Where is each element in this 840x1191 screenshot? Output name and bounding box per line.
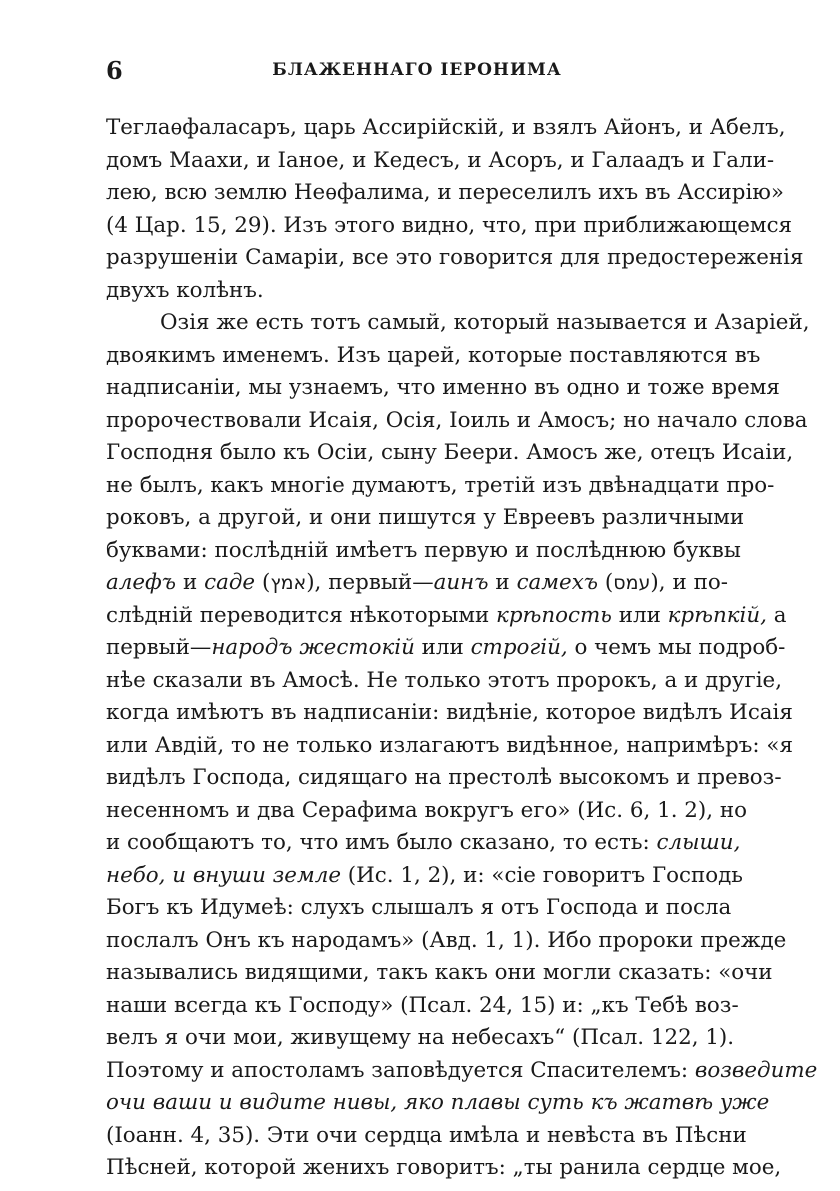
- italic-quote: небо, и внуши земле: [106, 862, 341, 888]
- text-line: (Іоанн. 4, 35). Эти очи сердца имѣла и невѣста въ Пѣсни: [106, 1122, 747, 1148]
- text-line: несенномъ и два Серафима вокругъ его» (Ис. 6, 1. 2), но: [106, 797, 747, 823]
- text-line: лею, всю землю Неѳфалима, и переселилъ ихъ въ Ассирію»: [106, 180, 784, 205]
- italic-quote: слыши,: [656, 830, 741, 855]
- text-line: назывались видящими, такъ какъ они могли сказать: «очи: [106, 960, 773, 985]
- text-line: нѣе сказали въ Амосѣ. Не только этотъ пророкъ, а и другіе,: [106, 667, 783, 693]
- text-line: небо, и внуши земле (Ис. 1, 2), и: «сіе говоритъ Господь: [106, 862, 743, 888]
- text-line: послалъ Онъ къ народамъ» (Авд. 1, 1). Ибо пророки прежде: [106, 927, 787, 953]
- text-line: Господня было къ Осіи, сыну Беери. Амосъ же, отецъ Исаіи,: [106, 440, 794, 465]
- text-line: двухъ колѣнъ.: [106, 277, 264, 303]
- italic-term: аинъ: [433, 570, 489, 595]
- italic-term: народъ жестокій: [211, 635, 415, 660]
- text-line: двоякимъ именемъ. Изъ царей, которые поставляются въ: [106, 342, 761, 368]
- italic-term: строгій,: [470, 635, 568, 660]
- text-line: слѣдній переводится нѣкоторыми крѣпость или крѣпкій, а: [106, 602, 787, 628]
- text-line: когда имѣютъ въ надписаніи: видѣніе, которое видѣлъ Исаія: [106, 700, 793, 725]
- text-line: надписаніи, мы узнаемъ, что именно въ одно и тоже время: [106, 375, 780, 400]
- italic-term: крѣпость: [496, 602, 612, 628]
- text-line: домъ Маахи, и Іаное, и Кедесъ, и Асоръ, и Галаадъ и Гали-: [106, 147, 775, 173]
- page-header: [106, 56, 728, 86]
- hebrew-word: אמץ: [270, 572, 307, 594]
- text-line: роковъ, а другой, и они пишутся у Евреевъ различными: [106, 505, 745, 530]
- italic-quote: возведите: [694, 1057, 818, 1083]
- text-line: наши всегда къ Господу» (Псал. 24, 15) и: „къ Тебѣ воз-: [106, 992, 739, 1018]
- text-line: пророчествовали Исаія, Осія, Іоиль и Амосъ; но начало слова: [106, 407, 808, 433]
- text-line: буквами: послѣдній имѣетъ первую и послѣднюю буквы: [106, 537, 741, 563]
- text-line: Теглаѳфаласаръ, царь Ассирійскій, и взялъ Айонъ, и Абелъ,: [106, 115, 786, 140]
- paragraph-2: [106, 307, 818, 1185]
- text-line: алефъ и саде (אמץ), первый—аинъ и самехъ (עמס), и по-: [106, 570, 729, 595]
- text-line: Богъ къ Идумеѣ: слухъ слышалъ я отъ Господа и посла: [106, 895, 732, 920]
- text-line: первый—народъ жестокій или строгій, о чемъ мы подроб-: [106, 635, 786, 660]
- text-line: Поэтому и апостоламъ заповѣдуется Спасителемъ: возведите: [106, 1057, 818, 1083]
- text-line: видѣлъ Господа, сидящаго на престолѣ высокомъ и превоз-: [106, 765, 782, 790]
- text-line: не былъ, какъ многіе думаютъ, третій изъ двѣнадцати про-: [106, 472, 775, 498]
- text-line: велъ я очи мои, живущему на небесахъ“ (Псал. 122, 1).: [106, 1025, 735, 1050]
- text-line: или Авдій, то не только излагаютъ видѣнное, напримѣръ: «я: [106, 732, 793, 758]
- running-title: БЛАЖЕННАГО ІЕРОНИМА: [272, 60, 562, 80]
- paragraph-1: [106, 112, 804, 307]
- text-line: и сообщаютъ то, что имъ было сказано, то есть: слыши,: [106, 830, 741, 855]
- italic-term: крѣпкій,: [667, 602, 767, 628]
- text-line: разрушеніи Самаріи, все это говорится для предостереженія: [106, 245, 804, 270]
- italic-term: самехъ: [516, 570, 599, 595]
- italic-term: алефъ: [106, 570, 177, 595]
- text-line: Озія же есть тотъ самый, который называется и Азаріей,: [160, 310, 810, 335]
- text-body: [106, 112, 818, 1185]
- hebrew-word: עמס: [613, 572, 651, 594]
- text-line: [106, 1087, 770, 1120]
- italic-term: саде: [204, 570, 256, 595]
- text-line: (4 Цар. 15, 29). Изъ этого видно, что, при приближающемся: [106, 212, 793, 238]
- italic-quote: очи ваши и видите нивы, яко плавы суть къ жатвѣ уже: [106, 1090, 770, 1115]
- text-line: Пѣсней, которой женихъ говоритъ: „ты ранила сердце мое,: [106, 1155, 782, 1180]
- page-number: 6: [106, 56, 123, 85]
